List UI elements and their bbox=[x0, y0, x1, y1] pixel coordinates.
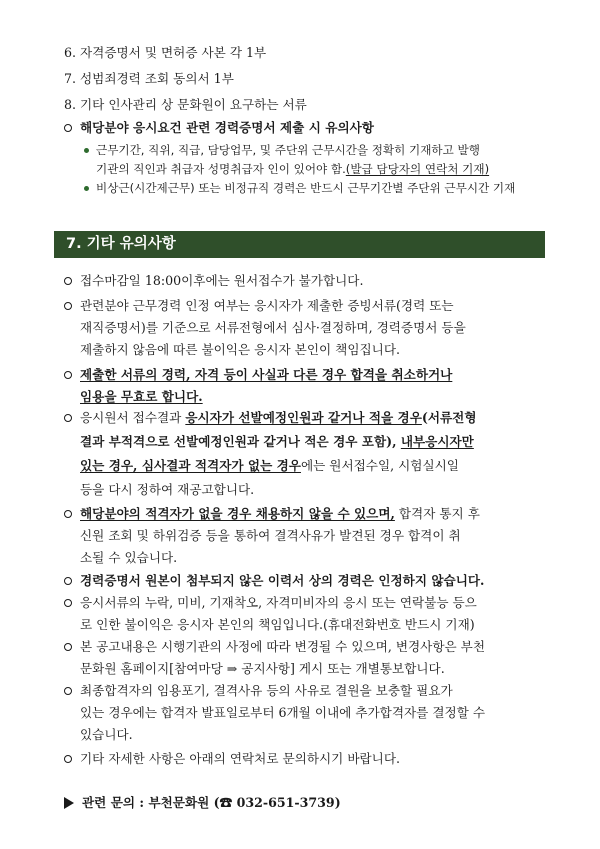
contact-phone: 032-651-3739) bbox=[232, 795, 341, 810]
notice-item-2-line-1: 관련분야 근무경력 인정 여부는 응시자가 제출한 증빙서류(경력 또는 bbox=[80, 298, 454, 313]
phone-icon: ☎ bbox=[219, 795, 233, 810]
circle-bullet-icon bbox=[64, 277, 72, 285]
notice-item-8-line-1: 본 공고내용은 시행기관의 사정에 따라 변경될 수 있으며, 변경사항은 부천 bbox=[80, 639, 485, 654]
notice-item-5-line-2: 신원 조회 및 하위검증 등을 통하여 결격사유가 발견된 경우 합격이 취 bbox=[80, 528, 461, 543]
circle-bullet-icon bbox=[64, 371, 72, 379]
notice-item-9-line-3: 있습니다. bbox=[80, 727, 133, 742]
notice-item-4-text-d: 에는 원서접수일, 시험실시일 bbox=[300, 458, 459, 473]
green-dot-icon bbox=[84, 148, 89, 153]
circle-bullet-icon bbox=[64, 302, 72, 310]
notice-item-1: 접수마감일 18:00이후에는 원서접수가 불가합니다. bbox=[80, 273, 364, 288]
notice-item-4-text-a: 응시원서 접수결과 bbox=[80, 410, 186, 425]
notice-item-4-line-2 bbox=[80, 433, 474, 451]
career-section-heading: 해당분야 응시요건 관련 경력증명서 제출 시 유의사항 bbox=[80, 120, 374, 135]
notice-item-4-emphasis-b: 내부응시자만 bbox=[400, 434, 474, 449]
notice-item-3-line-1: 제출한 서류의 경력, 자격 등이 사실과 다른 경우 합격을 취소하거나 bbox=[80, 367, 453, 382]
notice-item-5-emphasis: 해당분야의 적격자가 없을 경우 채용하지 않을 수 있으며, bbox=[80, 506, 395, 521]
notice-item-2-line-2: 재직증명서)를 기준으로 서류전형에서 심사·결정하며, 경력증명서 등을 bbox=[80, 320, 466, 335]
career-bullet-1-text: 기관의 직인과 취급자 성명취급자 인이 있어야 함. bbox=[96, 162, 346, 176]
notice-item-3-line-2: 임용을 무효로 합니다. bbox=[80, 389, 203, 404]
notice-item-4-text-b: (서류전형 bbox=[421, 410, 477, 425]
notice-item-9-line-1: 최종합격자의 임용포기, 결격사유 등의 사유로 결원을 보충할 필요가 bbox=[80, 683, 453, 698]
circle-bullet-icon bbox=[64, 414, 72, 422]
notice-item-9-line-2: 있는 경우에는 합격자 발표일로부터 6개월 이내에 추가합격자를 결정할 수 bbox=[80, 705, 486, 720]
notice-item-7-line-1: 응시서류의 누락, 미비, 기재착오, 자격미비자의 응시 또는 연락불능 등으 bbox=[80, 595, 477, 610]
career-bullet-1-line-1: 근무기간, 직위, 직급, 담당업무, 및 주단위 근무시간을 정확히 기재하고 발행 bbox=[96, 143, 480, 157]
arrow-right-icon bbox=[64, 797, 74, 809]
career-bullet-2: 비상근(시간제근무) 또는 비정규직 경력은 반드시 근무기간별 주단위 근무시간 기재 bbox=[96, 181, 516, 195]
contact-label: 관련 문의 : 부천문화원 ( bbox=[82, 795, 220, 810]
circle-bullet-icon bbox=[64, 599, 72, 607]
notice-item-4-line-3 bbox=[80, 457, 459, 475]
contact-line bbox=[82, 794, 341, 812]
career-bullet-1-underline: (발급 담당자의 연락처 기재) bbox=[345, 162, 490, 176]
green-dot-icon bbox=[84, 186, 89, 191]
section-7-title: 7. 기타 유의사항 bbox=[66, 236, 176, 252]
notice-item-4-emphasis-a: 응시자가 선발예정인원과 같거나 적을 경우 bbox=[185, 410, 422, 425]
notice-item-6: 경력증명서 원본이 첨부되지 않은 이력서 상의 경력은 인정하지 않습니다. bbox=[80, 573, 485, 588]
circle-bullet-icon bbox=[64, 687, 72, 695]
notice-item-4-text-c: 결과 부적격으로 선발예정인원과 같거나 적은 경우 포함), bbox=[80, 434, 401, 449]
notice-item-4-line-1 bbox=[80, 409, 477, 427]
notice-item-4-emphasis-c: 있는 경우, 심사결과 적격자가 없는 경우 bbox=[80, 458, 301, 473]
notice-item-5-line-1 bbox=[80, 505, 480, 523]
circle-bullet-icon bbox=[64, 755, 72, 763]
section-7-banner bbox=[54, 231, 545, 258]
numbered-item-8: 8. 기타 인사관리 상 문화원이 요구하는 서류 bbox=[64, 97, 307, 112]
notice-item-2-line-3: 제출하지 않음에 따른 불이익은 응시자 본인이 책임집니다. bbox=[80, 342, 400, 357]
circle-bullet-icon bbox=[64, 577, 72, 585]
circle-bullet-icon bbox=[64, 643, 72, 651]
numbered-item-6: 6. 자격증명서 및 면허증 사본 각 1부 bbox=[64, 45, 267, 60]
circle-bullet-icon bbox=[64, 510, 72, 518]
circle-bullet-icon bbox=[64, 124, 72, 132]
notice-item-7-line-2: 로 인한 불이익은 응시자 본인의 책임입니다.(휴대전화번호 반드시 기재) bbox=[80, 617, 475, 632]
career-bullet-1-line-2 bbox=[96, 160, 489, 178]
notice-item-5-text: 합격자 통지 후 bbox=[394, 506, 480, 521]
notice-item-8-line-2: 문화원 홈페이지[참여마당 ⇒ 공지사항] 게시 또는 개별통보합니다. bbox=[80, 661, 445, 676]
notice-item-4-line-4: 등을 다시 정하여 재공고합니다. bbox=[80, 482, 255, 497]
notice-item-5-line-3: 소될 수 있습니다. bbox=[80, 550, 178, 565]
notice-item-10: 기타 자세한 사항은 아래의 연락처로 문의하시기 바랍니다. bbox=[80, 751, 400, 766]
numbered-item-7: 7. 성범죄경력 조회 동의서 1부 bbox=[64, 71, 234, 86]
